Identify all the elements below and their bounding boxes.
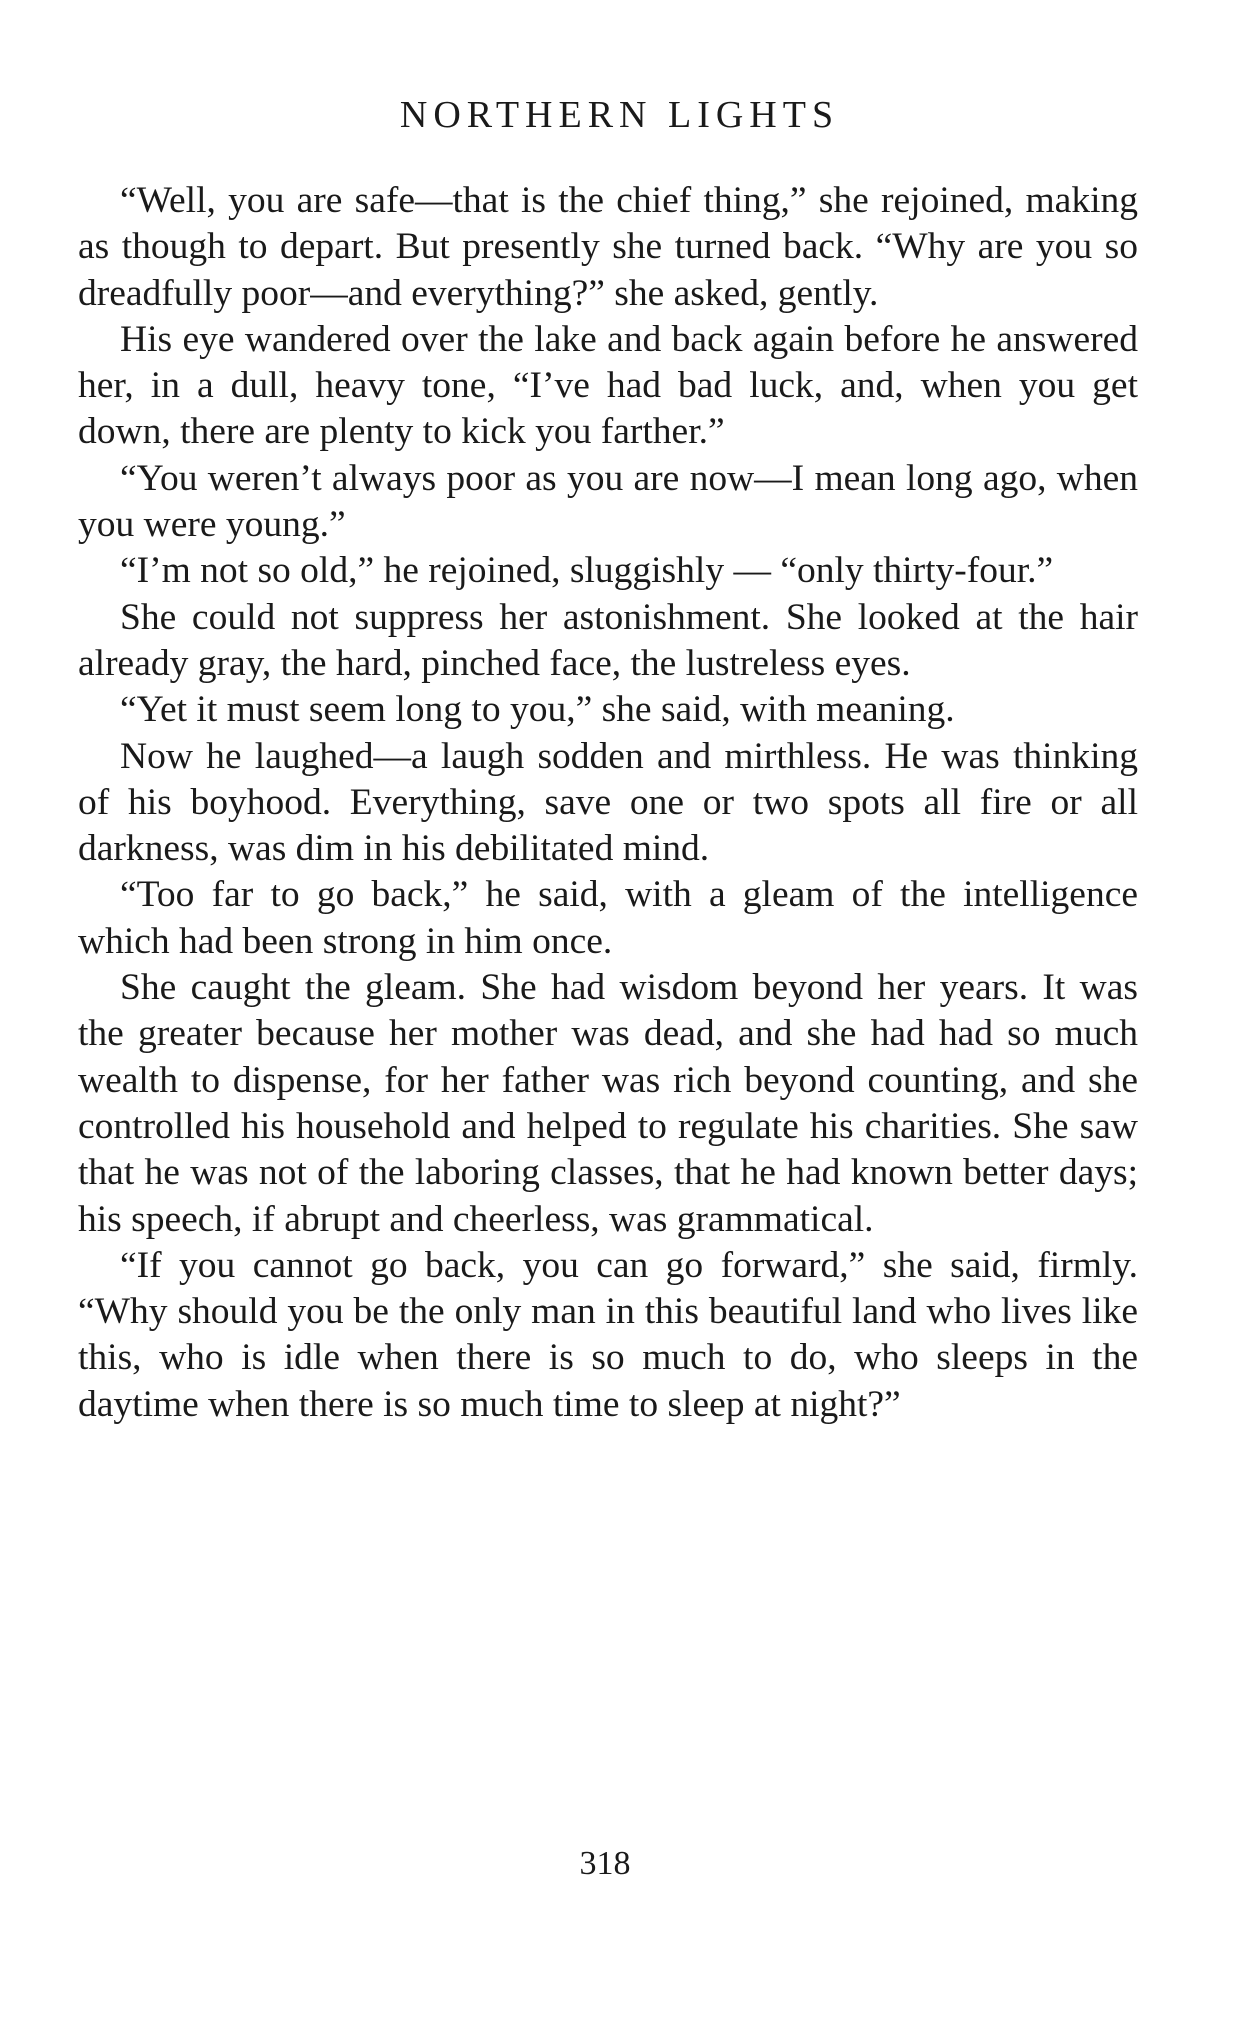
body-text [78, 178, 1138, 1428]
paragraph: She could not suppress her astonishment. She looked at the hair already gray, the hard, pinched face, the lustreless eyes. [78, 596, 1138, 684]
paragraph: “You weren’t always poor as you are now—I mean long ago, when you were young.” [78, 457, 1138, 546]
paragraph: His eye wandered over the lake and back again before he answered her, in a dull, heavy tone, “I’ve had bad luck, and, when you get down, there are plenty to kick you farther.” [78, 318, 1138, 453]
paragraph: “Too far to go back,” he said, with a gleam of the intelligence which had been strong in him once. [78, 874, 1138, 962]
paragraph: “I’m not so old,” he rejoined, sluggishly — “only thirty-four.” [120, 550, 1054, 592]
paragraph: “If you cannot go back, you can go forward,” she said, firmly. “Why should you be the only man in this beautiful land who lives like this, who is idle when there is so much to do, who sleeps in the daytime when there is so much time to sleep at night?” [78, 1244, 1138, 1425]
paragraph: “Yet it must seem long to you,” she said, with meaning. [120, 689, 955, 731]
paragraph: “Well, you are safe—that is the chief thing,” she rejoined, making as though to depart. But presently she turned back. “Why are you so dreadfully poor—and everything?” she asked, gently. [78, 180, 1138, 314]
paragraph: Now he laughed—a laugh sodden and mirthless. He was thinking of his boyhood. Everything, save one or two spots all fire or all darkness, was dim in his debilitated mind. [78, 735, 1138, 870]
page-number: 318 [579, 1845, 631, 1882]
running-title: NORTHERN LIGHTS [399, 94, 840, 136]
paragraph: She caught the gleam. She had wisdom beyond her years. It was the greater because her mother was dead, and she had had so much wealth to dispense, for her father was rich beyond counting, and she controlled his household and helped to regulate his charities. She saw that he was not of the laboring classes, that he had known better days; his speech, if abrupt and cheerless, was grammatical. [78, 967, 1138, 1240]
